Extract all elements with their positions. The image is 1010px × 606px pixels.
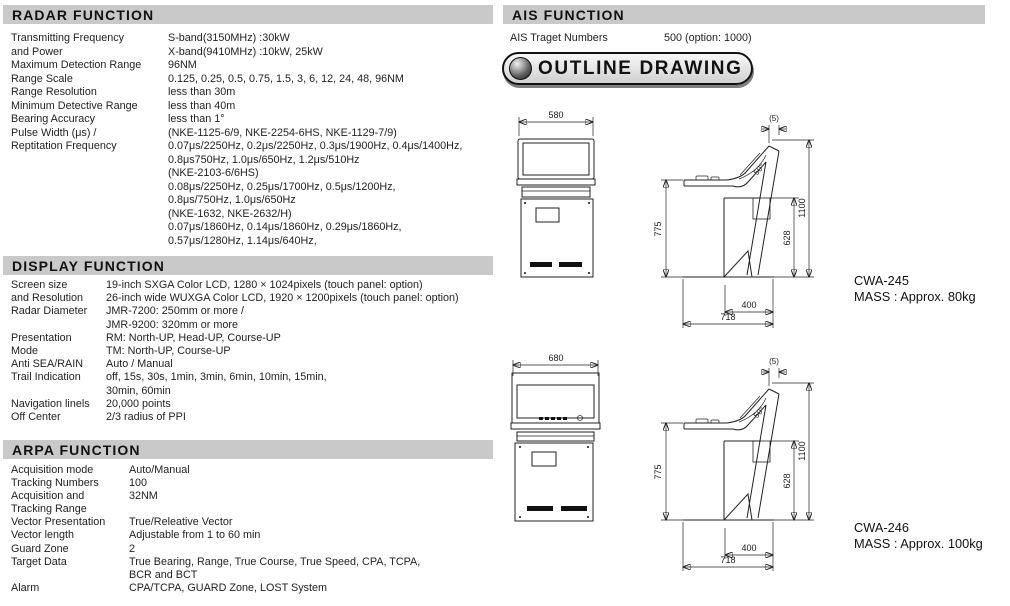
spec-label: Tracking Range — [11, 503, 87, 516]
spec-row — [11, 543, 420, 556]
spec-label: Vector length — [11, 529, 75, 542]
dim-foot: 400 — [741, 543, 757, 553]
spec-value: 0.07μs/1860Hz, 0.14μs/1860Hz, 0.29μs/1860Hz, — [168, 221, 402, 233]
section-header-radar — [3, 5, 493, 24]
spec-label: and Resolution — [11, 292, 84, 305]
spec-value: RM: North-UP, Head-UP, Course-UP — [106, 331, 281, 344]
spec-row — [11, 358, 459, 371]
spec-value: (NKE-1125-6/9, NKE-2254-6HS, NKE-1129-7/9) — [168, 126, 397, 139]
dim-height: 775 — [653, 221, 663, 237]
spec-value: Auto / Manual — [106, 358, 173, 371]
spec-label: Navigation linels — [11, 397, 90, 410]
spec-row — [11, 181, 462, 195]
spec-row — [11, 154, 462, 168]
spec-row — [11, 279, 459, 292]
spec-label: Radar Diameter — [11, 305, 88, 318]
spec-row — [11, 398, 459, 411]
spec-value: (NKE-2103-6/6HS) — [168, 167, 259, 179]
spec-row — [11, 73, 462, 87]
spec-label: Screen size — [11, 279, 68, 291]
spec-value: 2 — [129, 542, 136, 555]
spec-value: 0.07μs/2250Hz, 0.2μs/2250Hz, 0.3μs/1900Hz, 0.4μs/1400Hz, — [168, 140, 463, 152]
outline-drawing-cwa-246 — [503, 348, 833, 580]
ais-spec-list — [510, 32, 752, 46]
spec-value: 30min, 60min — [106, 384, 171, 397]
spec-label: Reptitation Frequency — [11, 140, 117, 152]
spec-row — [11, 32, 462, 46]
spec-value: off, 15s, 30s, 1min, 3min, 6min, 10min, 15min, — [106, 371, 327, 384]
spec-label: Vector Presentation — [11, 516, 106, 529]
spec-label: Range Scale — [11, 72, 73, 85]
spec-row — [11, 332, 459, 345]
spec-value: less than 30m — [168, 86, 236, 98]
spec-value: X-band(9410MHz) :10kW, 25kW — [168, 45, 323, 58]
dim-total-height: 1100 — [797, 441, 807, 461]
spec-value: 500 (option: 1000) — [664, 32, 752, 44]
model-mass: MASS : Approx. 80kg — [854, 288, 976, 304]
spec-value: 100 — [129, 477, 148, 490]
spec-label: Off Center — [11, 411, 61, 424]
spec-row — [11, 319, 459, 332]
dim-total-height: 1100 — [797, 198, 807, 218]
spec-row — [11, 46, 462, 60]
spec-row — [11, 569, 420, 582]
spec-row — [11, 100, 462, 114]
spec-label: Alarm — [11, 581, 40, 594]
spec-value: 19-inch SXGA Color LCD, 1280 × 1024pixels (touch panel: option) — [106, 279, 423, 291]
model-mass: MASS : Approx. 100kg — [854, 535, 983, 551]
spec-value: BCR and BCT — [129, 568, 198, 581]
spec-row — [11, 503, 420, 516]
dim-depth: 718 — [720, 312, 736, 322]
outline-drawing-title: OUTLINE DRAWING — [538, 57, 743, 79]
spec-row — [11, 477, 420, 490]
dim-angle: 50° — [751, 161, 767, 177]
dim-mid-height: 628 — [782, 230, 792, 246]
spec-row — [11, 385, 459, 398]
spec-row — [11, 464, 420, 477]
dim-mid-height: 628 — [782, 473, 792, 489]
spec-value: TM: North-UP, Course-UP — [106, 345, 231, 358]
spec-row — [11, 235, 462, 249]
radar-spec-list — [11, 32, 462, 248]
spec-label: Maximum Detection Range — [11, 59, 142, 71]
spec-value: True Bearing, Range, True Course, True Speed, CPA, TCPA, — [129, 555, 421, 568]
spec-row — [11, 305, 459, 318]
outline-drawing-badge — [502, 52, 753, 85]
spec-row — [11, 113, 462, 127]
unit-label-cwa-246 — [854, 520, 983, 551]
spec-value: JMR-9200: 320mm or more — [106, 318, 239, 331]
spec-row — [11, 582, 420, 595]
spec-label: Acquisition and — [11, 490, 85, 503]
section-header-display — [3, 256, 493, 275]
spec-value: Adjustable from 1 to 60 min — [129, 529, 261, 542]
spec-row — [11, 292, 459, 305]
spec-label: Tracking Numbers — [11, 477, 99, 490]
spec-label: Minimum Detective Range — [11, 99, 138, 112]
spec-label: and Power — [11, 45, 63, 58]
spec-label: Presentation — [11, 331, 72, 344]
model-name: CWA-246 — [854, 520, 909, 535]
spec-label: Bearing Accuracy — [11, 113, 96, 125]
dim-angle: 50° — [751, 404, 767, 420]
spec-row — [11, 490, 420, 503]
section-title-radar: RADAR FUNCTION — [12, 6, 155, 23]
display-spec-list — [11, 279, 459, 424]
spec-label: Target Data — [11, 555, 67, 568]
spec-value: JMR-7200: 250mm or more / — [106, 305, 245, 318]
section-title-arpa: ARPA FUNCTION — [12, 441, 141, 458]
spec-label: Transmitting Frequency — [11, 32, 125, 44]
dim-width: 680 — [548, 353, 564, 363]
spec-row — [11, 345, 459, 358]
spec-label: Pulse Width (μs) / — [11, 126, 97, 139]
spec-row — [11, 516, 420, 529]
section-header-ais — [503, 5, 985, 24]
arpa-spec-list — [11, 464, 420, 595]
spec-value: 2/3 radius of PPI — [106, 411, 186, 424]
spec-label: Guard Zone — [11, 542, 69, 555]
dim-foot: 400 — [741, 300, 757, 310]
spec-value: 20,000 points — [106, 397, 171, 410]
dim-top-gap: (5) — [769, 114, 779, 123]
spec-value: CPA/TCPA, GUARD Zone, LOST System — [129, 581, 327, 594]
spec-value: 0.8μs750Hz, 1.0μs/650Hz, 1.2μs/510Hz — [168, 153, 360, 166]
side-view — [653, 114, 814, 328]
spec-row — [11, 556, 420, 569]
spec-value: S-band(3150MHz) :30kW — [168, 32, 290, 44]
outline-drawing-cwa-245 — [503, 105, 833, 337]
spec-value: 32NM — [129, 490, 158, 503]
spec-value: Auto/Manual — [129, 464, 190, 476]
front-view — [511, 353, 600, 521]
sphere-bullet-icon — [509, 57, 532, 80]
spec-label: Range Resolution — [11, 86, 97, 98]
spec-row — [11, 411, 459, 424]
section-header-arpa — [3, 440, 493, 459]
spec-row — [11, 529, 420, 542]
spec-value: 0.08μs/2250Hz, 0.25μs/1700Hz, 0.5μs/1200Hz, — [168, 180, 396, 193]
spec-row — [11, 194, 462, 208]
spec-label: Mode — [11, 345, 39, 358]
spec-value: less than 40m — [168, 99, 236, 112]
spec-row — [11, 59, 462, 73]
spec-label: Acquisition mode — [11, 464, 94, 476]
spec-value: True/Releative Vector — [129, 516, 233, 529]
spec-value: 0.125, 0.25, 0.5, 0.75, 1.5, 3, 6, 12, 24, 48, 96NM — [168, 72, 404, 85]
side-view — [653, 357, 814, 571]
front-view — [517, 110, 595, 277]
dim-height: 775 — [653, 464, 663, 480]
dim-top-gap: (5) — [769, 357, 779, 366]
dim-width: 580 — [548, 110, 564, 120]
spec-row — [11, 140, 462, 154]
unit-label-cwa-245 — [854, 273, 976, 304]
spec-value: less than 1° — [168, 113, 225, 125]
spec-row — [11, 221, 462, 235]
spec-value: 0.8μs/750Hz, 1.0μs/650Hz — [168, 194, 296, 206]
spec-row — [11, 208, 462, 222]
spec-row — [510, 32, 752, 46]
section-title-display: DISPLAY FUNCTION — [12, 257, 165, 274]
dim-depth: 718 — [720, 555, 736, 565]
spec-value: 0.57μs/1280Hz, 1.14μs/640Hz, — [168, 234, 317, 247]
spec-label: Anti SEA/RAIN — [11, 358, 84, 371]
spec-row — [11, 371, 459, 384]
spec-label: AIS Traget Numbers — [510, 32, 608, 44]
section-title-ais: AIS FUNCTION — [512, 6, 625, 23]
spec-row — [11, 86, 462, 100]
spec-value: (NKE-1632, NKE-2632/H) — [168, 207, 292, 220]
spec-row — [11, 167, 462, 181]
spec-value: 96NM — [168, 59, 197, 71]
spec-label: Trail Indication — [11, 371, 81, 384]
spec-row — [11, 127, 462, 141]
spec-value: 26-inch wide WUXGA Color LCD, 1920 × 1200pixels (touch panel: option) — [106, 292, 459, 305]
model-name: CWA-245 — [854, 273, 909, 288]
